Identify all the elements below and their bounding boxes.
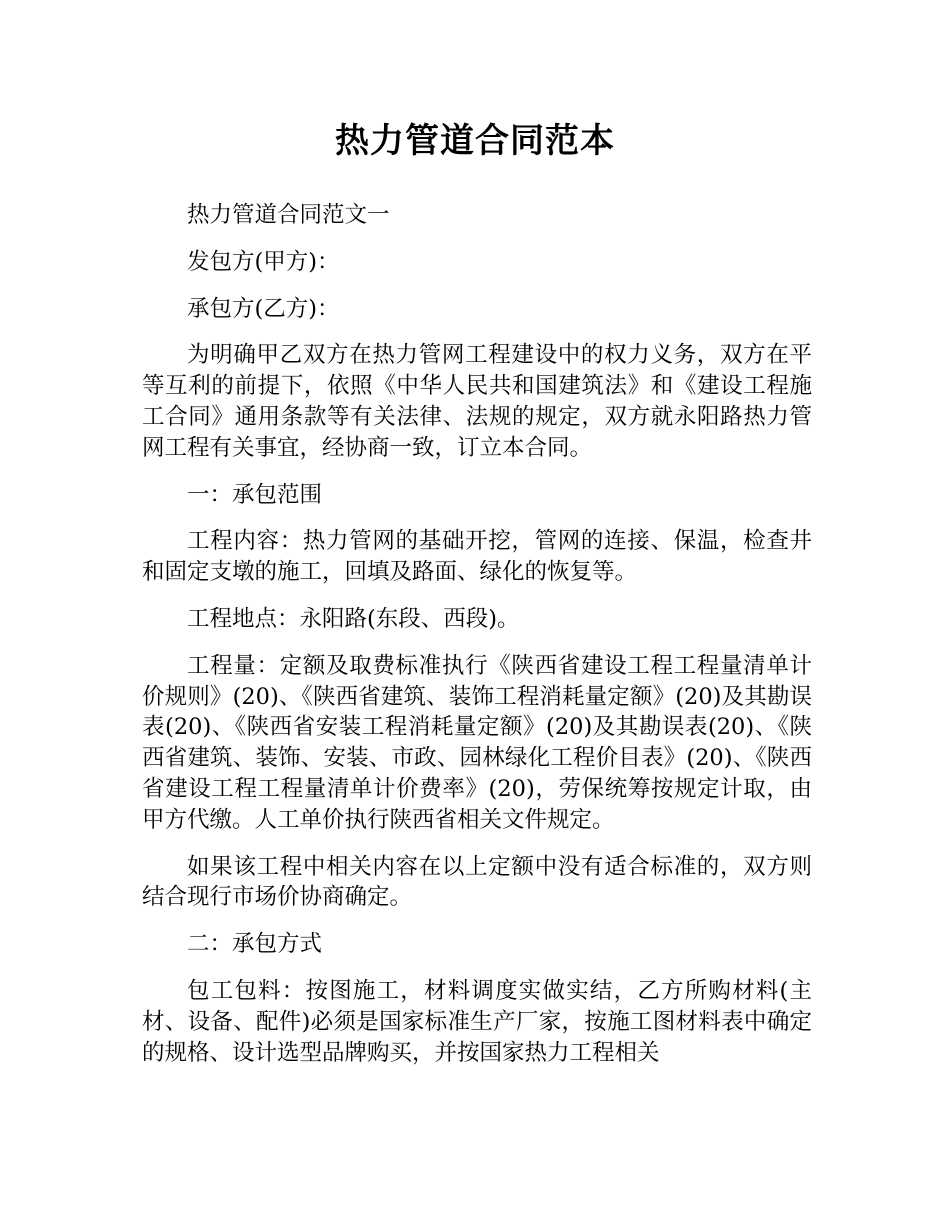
- section-heading-method: 二：承包方式: [187, 931, 323, 958]
- paragraph-market-price: 如果该工程中相关内容在以上定额中没有适合标准的，双方则结合现行市场价协商确定。: [142, 853, 812, 911]
- paragraph-materials: 包工包料：按图施工，材料调度实做实结，乙方所购材料(主材、设备、配件)必须是国家标准生产厂家，按施工图材料表中确定的规格、设计选型品牌购买，并按国家热力工程相关: [142, 977, 812, 1066]
- paragraph-heading-version: 热力管道合同范文一: [187, 202, 390, 228]
- paragraph-purpose: 为明确甲乙双方在热力管网工程建设中的权力义务，双方在平等互利的前提下，依照《中华人民共和国建筑法》和《建设工程施工合同》通用条款等有关法律、法规的规定，双方就永阳路热力管网工程有关事宜，经协商一致，订立本合同。: [142, 342, 812, 461]
- paragraph-work-quantity: 工程量：定额及取费标准执行《陕西省建设工程工程量清单计价规则》(20)、《陕西省建筑、装饰工程消耗量定额》(20)及其勘误表(20)、《陕西省安装工程消耗量定额》(20)及其勘误表(20)、《陕西省建筑、装饰、安装、市政、园林绿化工程价目表》(20)、《陕西省建设工程工程量清单计价费率》(20)，劳保统筹按规定计取，由甲方代缴。人工单价执行陕西省相关文件规定。: [142, 652, 812, 833]
- document-body: [142, 200, 812, 1084]
- section-heading-scope: 一：承包范围: [187, 481, 323, 508]
- paragraph-work-location: 工程地点：永阳路(东段、西段)。: [187, 605, 520, 632]
- document-title: 热力管道合同范本: [335, 121, 615, 161]
- paragraph-work-content: 工程内容：热力管网的基础开挖，管网的连接、保温，检查井和固定支墩的施工，回填及路面、绿化的恢复等。: [142, 528, 812, 586]
- paragraph-party-b: 承包方(乙方)：: [187, 295, 340, 322]
- paragraph-party-a: 发包方(甲方)：: [187, 248, 340, 275]
